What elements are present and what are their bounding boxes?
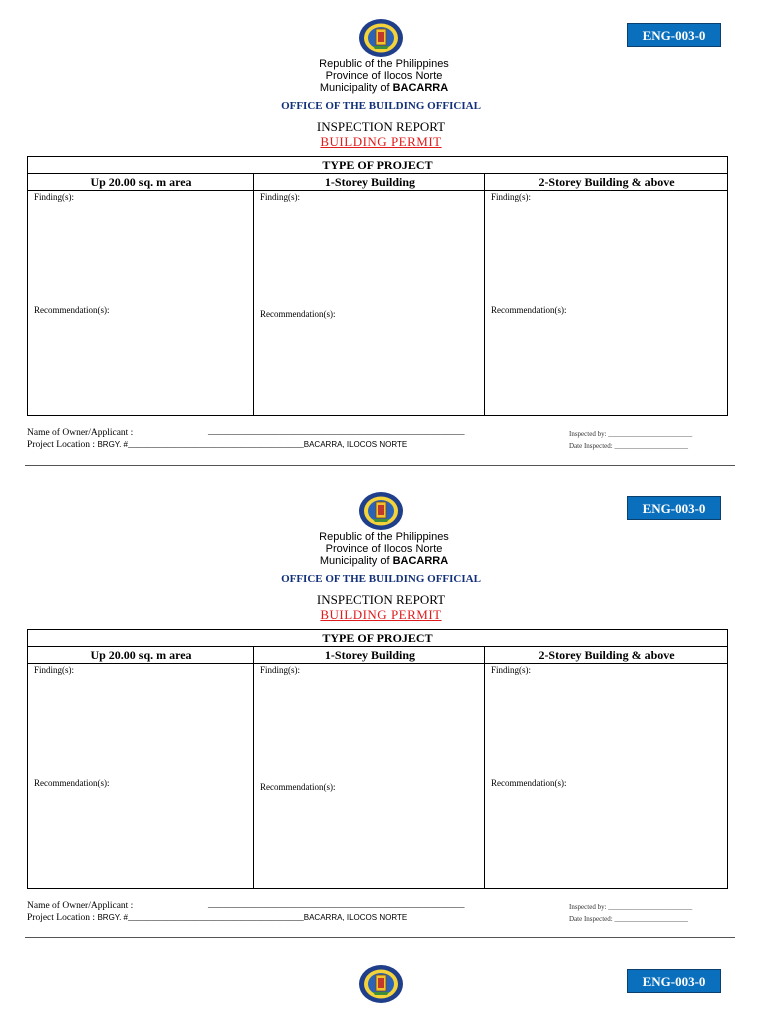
office-title: OFFICE OF THE BUILDING OFFICIAL [281,100,481,112]
recommendation-label: Recommendation(s): [34,778,110,788]
recommendation-label: Recommendation(s): [34,305,110,315]
permit-title: BUILDING PERMIT [320,134,442,149]
header-country: Republic of the Philippines [319,531,449,543]
recommendation-label: Recommendation(s): [260,309,336,319]
owner-field[interactable]: ______________________________________________________ [208,427,465,437]
brgy-label: BRGY. # [97,913,128,922]
header-province: Province of Ilocos Norte [325,70,443,82]
inspection-form-2 [0,473,768,945]
location-field[interactable]: _____________________________________ [128,913,304,923]
owner-label: Name of Owner/Applicant : [27,428,134,438]
location-label [27,913,407,923]
finding-label: Finding(s): [260,192,301,202]
finding-label: Finding(s): [491,665,532,675]
location-suffix: BACARRA, ILOCOS NORTE [303,440,408,449]
table-title: TYPE OF PROJECT [322,631,433,645]
report-title: INSPECTION REPORT [316,119,446,134]
section-divider [25,465,735,466]
column-header-1-storey: 1-Storey Building [254,646,486,664]
form-code-badge: ENG-003-0 [627,969,721,993]
finding-label: Finding(s): [34,192,75,202]
header-country: Republic of the Philippines [319,58,449,70]
office-title: OFFICE OF THE BUILDING OFFICIAL [281,573,481,585]
inspection-form-3 [0,946,768,1024]
municipal-seal-icon [357,491,405,531]
header-municipality [0,555,768,567]
date-inspected-field[interactable]: Date Inspected: _____________________ [569,442,688,450]
column-divider [253,646,254,888]
section-divider [25,937,735,938]
recommendation-label: Recommendation(s): [260,782,336,792]
column-header-2-storey: 2-Storey Building & above [486,173,727,191]
location-label-text: Project Location : [27,440,98,450]
column-divider [253,173,254,415]
municipal-seal-icon [357,18,405,58]
owner-label: Name of Owner/Applicant : [27,901,134,911]
inspected-by-field[interactable]: Inspected by: ________________________ [569,903,693,911]
column-header-1-storey: 1-Storey Building [254,173,486,191]
column-divider [484,173,485,415]
municipality-prefix: Municipality of [319,555,393,567]
location-label-text: Project Location : [27,913,98,923]
recommendation-label: Recommendation(s): [491,305,567,315]
location-suffix: BACARRA, ILOCOS NORTE [303,913,408,922]
form-code-badge: ENG-003-0 [627,23,721,47]
date-inspected-field[interactable]: Date Inspected: _____________________ [569,915,688,923]
location-field[interactable]: _____________________________________ [128,440,304,450]
project-type-table [27,629,728,889]
recommendation-label: Recommendation(s): [491,778,567,788]
finding-label: Finding(s): [491,192,532,202]
owner-field[interactable]: ______________________________________________________ [208,900,465,910]
inspection-form-1 [0,0,768,472]
municipality-prefix: Municipality of [319,82,393,94]
table-title: TYPE OF PROJECT [322,158,433,172]
inspected-by-field[interactable]: Inspected by: ________________________ [569,430,693,438]
permit-title: BUILDING PERMIT [320,607,442,622]
report-title: INSPECTION REPORT [316,592,446,607]
municipality-name: BACARRA [392,555,449,567]
finding-label: Finding(s): [260,665,301,675]
column-header-small-area: Up 20.00 sq. m area [28,173,254,191]
form-code-badge: ENG-003-0 [627,496,721,520]
municipality-name: BACARRA [392,82,449,94]
header-province: Province of Ilocos Norte [325,543,443,555]
brgy-label: BRGY. # [97,440,128,449]
header-municipality [0,82,768,94]
municipal-seal-icon [357,964,405,1004]
finding-label: Finding(s): [34,665,75,675]
column-header-small-area: Up 20.00 sq. m area [28,646,254,664]
column-header-2-storey: 2-Storey Building & above [486,646,727,664]
project-type-table [27,156,728,416]
location-label [27,440,407,450]
column-divider [484,646,485,888]
